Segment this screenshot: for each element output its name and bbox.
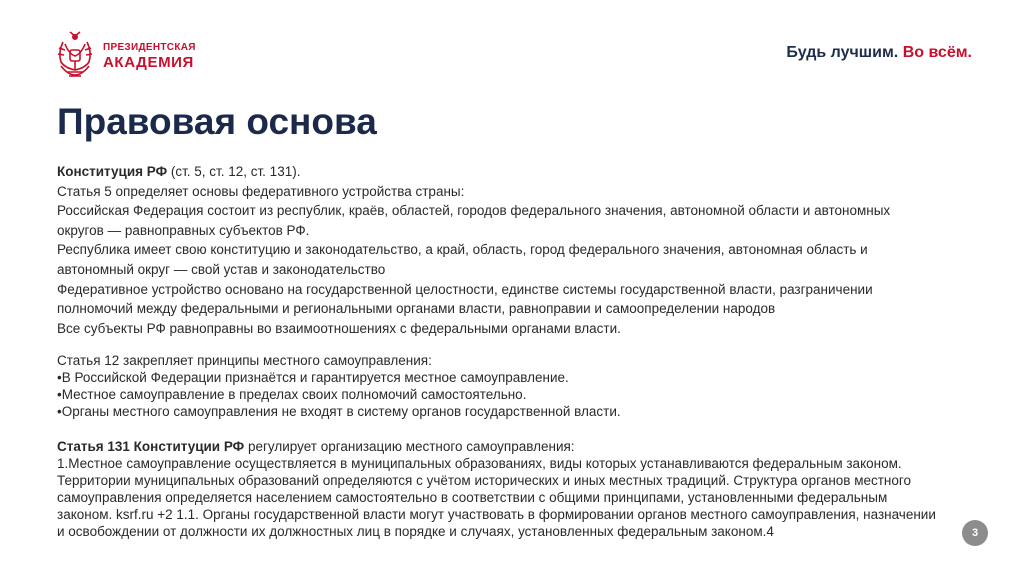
article131-body: 1.Местное самоуправление осуществляется в муниципальных образованиях, виды которых устанавливаются федеральным законом. Территории муниципальных образований определяются с учётом исторических и иных местных традиций. Структура органов местного самоуправления определяется населением самостоятельно в соответствии с общими принципами, установленными федеральным законом. ksrf.ru +2 1.1. Органы государственной власти могут участвовать в формировании органов местного самоуправления, назначении и освобождении от должности их должностных лиц в порядке и случаях, установленных федеральным законом.4: [57, 456, 936, 540]
constitution-heading: [57, 162, 937, 182]
article12-bullet: •Местное самоуправление в пределах своих полномочий самостоятельно.: [57, 387, 527, 403]
article5-line: Федеративное устройство основано на государственной целостности, единстве системы государственной власти, разграничении полномочий между федеральными и региональными органами власти, равноправии и самоопределении народов: [57, 281, 873, 317]
article131-block: [57, 438, 937, 540]
logo-text: [103, 43, 196, 70]
slogan: [786, 44, 972, 62]
constitution-heading-rest: (ст. 5, ст. 12, ст. 131).: [167, 164, 301, 179]
article5-line: Российская Федерация состоит из республик, краёв, областей, городов федерального значения, автономной области и автономных округов — равноправных субъектов РФ.: [57, 203, 891, 238]
article131-heading-bold: Статья 131 Конституции РФ: [57, 439, 245, 455]
content: [57, 162, 937, 540]
article131-heading: [57, 438, 937, 455]
article12-block: [57, 352, 937, 420]
slogan-main: Будь лучшим.: [786, 44, 899, 61]
logo-line-2: АКАДЕМИЯ: [103, 53, 194, 71]
constitution-heading-bold: Конституция РФ: [57, 164, 168, 179]
eagle-emblem-icon: [55, 28, 95, 84]
article12-intro: Статья 12 закрепляет принципы местного самоуправления:: [57, 353, 432, 369]
article5-line: Республика имеет свою конституцию и законодательство, а край, область, город федерального значения, автономная область и автономный округ — свой устав и законодательство: [57, 242, 868, 277]
article12-bullet: •В Российской Федерации признаётся и гарантируется местное самоуправление.: [57, 370, 569, 386]
slogan-accent: Во всём.: [902, 44, 972, 61]
article5-line: Статья 5 определяет основы федеративного устройства страны:: [57, 183, 465, 199]
article12-bullet: •Органы местного самоуправления не входят в систему органов государственной власти.: [57, 404, 621, 420]
article5-line: Все субъекты РФ равноправны во взаимоотношениях с федеральными органами власти.: [57, 320, 621, 336]
logo-line-1: ПРЕЗИДЕНТСКАЯ: [103, 41, 196, 53]
article131-heading-rest: регулирует организацию местного самоуправления:: [244, 439, 575, 455]
page-title: Правовая основа: [57, 101, 377, 142]
academy-logo: [55, 25, 205, 87]
page-number-badge: 3: [962, 520, 988, 546]
